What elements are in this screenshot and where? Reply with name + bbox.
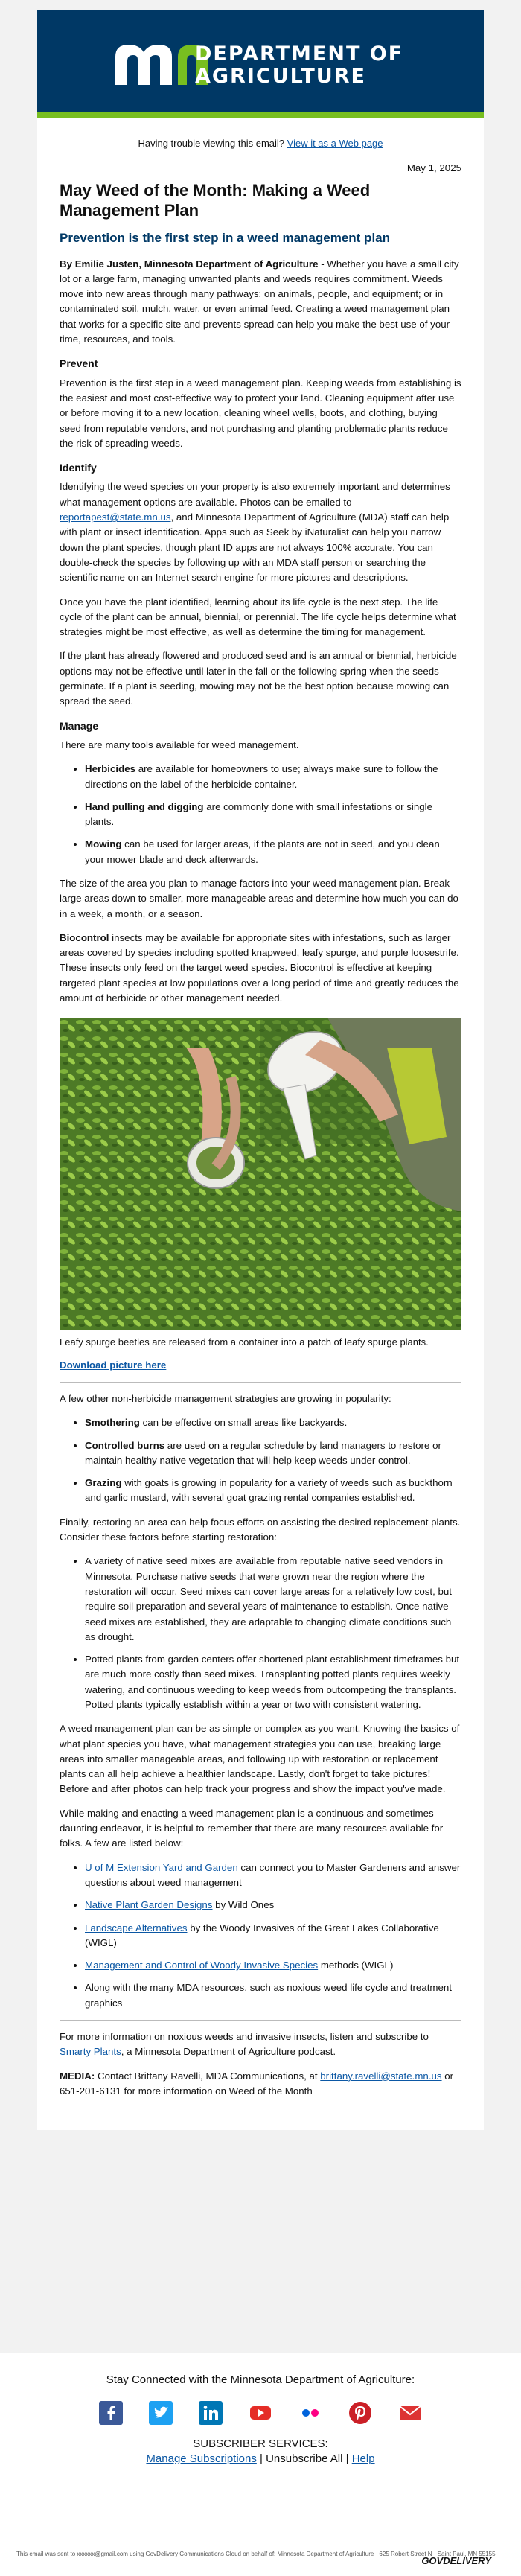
list-item [85, 1921, 461, 1951]
reportapest-email-link[interactable]: reportapest@state.mn.us [60, 511, 171, 523]
photo-illustration [60, 1018, 461, 1330]
article-title: May Weed of the Month: Making a Weed Management Plan [60, 181, 371, 220]
identify-paragraph-3: If the plant has already flowered and produced seed and is an annual or biennial, herbicide options may not be effective until later in the fall or the following spring when the seeds germinate. If a plant is seeding, mowing may not be the best option because mowing can spread the seed. [60, 650, 457, 707]
divider [60, 1382, 461, 1383]
facebook-icon[interactable] [99, 2401, 123, 2425]
resource-link-woody-invasive[interactable]: Management and Control of Woody Invasive Species [85, 1960, 319, 1971]
list-item-bold: Grazing [85, 1477, 122, 1489]
logo-line-1: DEPARTMENT OF [195, 42, 404, 66]
download-picture-link[interactable]: Download picture here [60, 1359, 167, 1371]
list-item-text: can be effective on small areas like backyards. [139, 1417, 348, 1429]
list-item-text: by Wild Ones [212, 1899, 275, 1911]
publish-date: May 1, 2025 [406, 162, 461, 173]
youtube-icon[interactable] [249, 2401, 272, 2425]
nonherb-list [60, 1415, 461, 1505]
closing-paragraph-1: A weed management plan can be as simple or complex as you want. Knowing the basics of what plant species you have, what management strategies you can use, breaking large areas into smaller manageable areas, and following up with restoration or replacement plants can all help achieve a healthier landscape. Lastly, don't forget to take pictures! Before and after photos can help track your progress and show the impact you've made. [60, 1723, 460, 1795]
identify-text-b: , and Minnesota Department of Agriculture (MDA) staff can help with plant or insect identification. Apps such as Seek by iNaturalist can help you narrow down the plant species, though plant ID apps are not always 100% accurate. You can double-check the species by following up with an MDA staff person or searching the scientific name on an Internet search engine for more pictures and descriptions. [60, 511, 450, 584]
closing-paragraph-2: While making and enacting a weed management plan is a continuous and sometimes daunting endeavor, it is helpful to remember that there are many resources available for folks. A few are listed below: [60, 1807, 444, 1849]
biocontrol-paragraph [60, 931, 461, 1006]
article [37, 161, 484, 2130]
prevent-paragraph: Prevention is the first step in a weed management plan. Keeping weeds from establishing is the easiest and most cost-effective way to protect your land. Cleaning equipment after use or before moving it to a new location, cleaning wheel wells, boots, and clothing, buying seed from reputable vendors, and not purchasing and planting problematic plants reduce the risk of spreading weeds. [60, 377, 461, 449]
media-label: MEDIA: [60, 2070, 95, 2082]
divider [60, 2020, 461, 2021]
media-email-link[interactable]: brittany.ravelli@state.mn.us [320, 2070, 442, 2082]
intro-paragraph [60, 257, 461, 348]
more-text-b: , a Minnesota Department of Agriculture podcast. [121, 2046, 336, 2058]
list-item-text: methods (WIGL) [318, 1960, 394, 1971]
list-item-bold: Smothering [85, 1417, 140, 1429]
view-web-page-link[interactable]: View it as a Web page [287, 138, 383, 149]
list-item-text: can be used for larger areas, if the plants are not in seed, and you clean your mower blade and deck afterwards. [85, 838, 440, 865]
intro-text: - Whether you have a small city lot or a large farm, managing unwanted plants and weeds requires commitment. Weeds move into new areas through many pathways: on animals, people, and equipment; or in contaminated soil, mulch, water, or even animal feed. Creating a weed management plan that works for a specific site and prevents spread can help you make the best use of your time, resources, and tools. [60, 258, 459, 345]
unsubscribe-all-link[interactable]: Unsubscribe All [266, 2452, 343, 2465]
smarty-plants-link[interactable]: Smarty Plants [60, 2046, 121, 2058]
list-item [85, 1415, 461, 1430]
email-footer [0, 2353, 521, 2467]
biocontrol-text: insects may be available for appropriate sites with infestations, such as larger areas covered by species including spotted knapweed, leafy spurge, and purple loosestrife. These insects only feed on the target weed species. Biocontrol is effective at keeping targeted plant species at low populations over a long period of time and greatly reduces the amount of herbicide or other management needed. [60, 931, 459, 1004]
logo-text [195, 43, 403, 88]
list-item-bold: Herbicides [85, 763, 135, 775]
trouble-text: Having trouble viewing this email? [138, 138, 285, 149]
pinterest-icon[interactable] [348, 2401, 372, 2425]
leafy-spurge-photo [60, 1018, 461, 1330]
restore-list [60, 1554, 461, 1712]
trouble-viewing [37, 118, 484, 156]
social-icons [0, 2401, 521, 2425]
help-link[interactable]: Help [351, 2452, 375, 2465]
tools-list [60, 762, 461, 867]
resource-link-extension[interactable]: U of M Extension Yard and Garden [85, 1861, 238, 1873]
identify-paragraph-2: Once you have the plant identified, learning about its life cycle is the next step. The life cycle of the plant can be annual, biennial, or perennial. The life cycle helps determine what strategies might be most effective, as well as determine the timing for management. [60, 596, 456, 638]
email-card [37, 10, 484, 2130]
list-item [85, 800, 461, 830]
list-item-text: Along with the many MDA resources, such as noxious weed life cycle and treatment graphics [85, 1982, 452, 2009]
resource-link-landscape[interactable]: Landscape Alternatives [85, 1922, 188, 1933]
green-stripe [37, 112, 484, 118]
logo-line-2: AGRICULTURE [195, 65, 366, 88]
biocontrol-bold: Biocontrol [60, 931, 109, 943]
restore-intro: Finally, restoring an area can help focus efforts on assisting the desired replacement plants. Consider these factors before starting restoration: [60, 1516, 461, 1543]
services-label: SUBSCRIBER SERVICES: [193, 2438, 328, 2450]
legal-footer-text: This email was sent to xxxxxx@gmail.com using GovDelivery Communications Cloud on behalf of: Minnesota Department of Agriculture · 625 Robert Street N · Saint Paul, MN 55155 [16, 2551, 496, 2557]
list-item [85, 1898, 461, 1913]
media-text-a: Contact Brittany Ravelli, MDA Communications, at [95, 2070, 321, 2082]
area-size-paragraph: The size of the area you plan to manage factors into your weed management plan. Break large areas down to smaller, more manageable areas and determine how much you can do in a week, a month, or a season. [60, 877, 458, 919]
resources-list [60, 1861, 461, 2011]
identify-paragraph-1 [60, 479, 461, 585]
list-item-bold: Controlled burns [85, 1439, 165, 1451]
article-subtitle: Prevention is the first step in a weed management plan [60, 231, 391, 246]
manage-intro: There are many tools available for weed management. [60, 739, 299, 750]
list-item [85, 1861, 461, 1891]
list-item [85, 1980, 461, 2011]
list-item [85, 762, 461, 792]
flickr-icon[interactable] [298, 2401, 322, 2425]
list-item [85, 837, 461, 867]
byline: By Emilie Justen, Minnesota Department of Agriculture [60, 258, 319, 270]
linkedin-icon[interactable] [199, 2401, 223, 2425]
more-info-paragraph [60, 2030, 461, 2060]
header-banner [37, 10, 484, 118]
identify-text-a: Identifying the weed species on your property is also extremely important and determines what management options are available. Photos can be emailed to [60, 481, 450, 508]
list-item: • Potted plants from garden centers offer shortened plant establishment timeframes but are much more costly than seed mixes. Transplanting potted plants requires weekly watering, and continuous weeding to keep weeds from outcompeting the transplants. Potted plants typically establish within a year or two with consistent watering. [85, 1652, 461, 1712]
manage-subscriptions-link[interactable]: Manage Subscriptions [146, 2452, 257, 2465]
photo-caption: Leafy spurge beetles are released from a container into a patch of leafy spurge plants. [60, 1336, 429, 1348]
govdelivery-logo: GOVDELIVERY [421, 2555, 491, 2566]
prevent-heading: Prevent [60, 357, 98, 370]
more-text-a: For more information on noxious weeds and invasive insects, listen and subscribe to [60, 2031, 429, 2043]
list-item-bold: Mowing [85, 838, 122, 850]
subscriber-services: SUBSCRIBER SERVICES: Manage Subscriptions | Unsubscribe All | Help [0, 2437, 521, 2467]
media-text-b: or 651-201-6131 for more information on Weed of the Month [60, 2070, 454, 2097]
list-item-bold: Hand pulling and digging [85, 800, 204, 812]
list-item [85, 1958, 461, 1973]
list-item-text: by the Woody Invasives of the Great Lakes Collaborative (WIGL) [85, 1922, 439, 1948]
list-item-text: are available for homeowners to use; always make sure to follow the directions on the label of the herbicide container. [85, 763, 438, 790]
list-item [85, 1476, 461, 1506]
media-contact [60, 2069, 461, 2100]
stay-connected-text: Stay Connected with the Minnesota Department of Agriculture: [106, 2373, 415, 2386]
identify-heading: Identify [60, 462, 97, 474]
list-item-text: are commonly done with small infestations or single plants. [85, 800, 432, 828]
list-item: • A variety of native seed mixes are available from reputable native seed vendors in Minnesota. Purchase native seeds that were grown near the region where the restoration will occur. Seed mixes can cover large areas for a relatively low cost, but require soil preparation and several years of maintenance to establish. Once native seed mixes are established, they are adaptable to changing climate conditions such as drought. [85, 1554, 461, 1645]
resource-link-native-plant[interactable]: Native Plant Garden Designs [85, 1899, 213, 1911]
list-item-text: are used on a regular schedule by land managers to restore or maintain healthy native vegetation that will help keep weeds under control. [85, 1439, 441, 1466]
twitter-icon[interactable] [149, 2401, 173, 2425]
list-item-text: can connect you to Master Gardeners and answer questions about weed management [85, 1861, 461, 1888]
nonherb-intro: A few other non-herbicide management strategies are growing in popularity: [60, 1392, 391, 1404]
list-item-text: with goats is growing in popularity for a variety of weeds such as buckthorn and garlic mustard, with several goat grazing rental companies established. [85, 1477, 453, 1504]
list-item [85, 1438, 461, 1469]
manage-heading: Manage [60, 719, 99, 732]
email-icon[interactable] [398, 2401, 422, 2425]
